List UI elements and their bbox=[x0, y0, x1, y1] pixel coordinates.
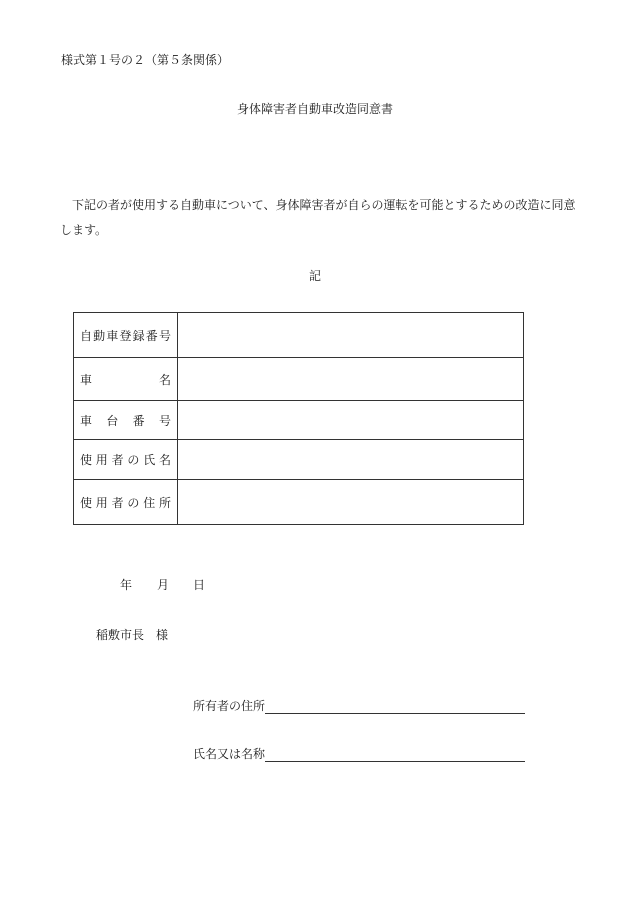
label-char: 番 bbox=[132, 413, 145, 428]
label-char: 号 bbox=[158, 328, 171, 343]
label-char: 車 bbox=[80, 372, 93, 387]
label-char: 号 bbox=[158, 413, 171, 428]
value-chassis-number[interactable] bbox=[178, 401, 524, 440]
ki-heading: 記 bbox=[308, 269, 321, 283]
table-row-chassis-number bbox=[74, 401, 524, 440]
value-user-address[interactable] bbox=[178, 480, 524, 525]
label-user-name bbox=[74, 440, 178, 480]
value-registration-number[interactable] bbox=[178, 313, 524, 358]
owner-address-field[interactable] bbox=[193, 697, 525, 714]
label-text bbox=[80, 371, 171, 388]
label-user-address bbox=[74, 480, 178, 525]
value-user-name[interactable] bbox=[178, 440, 524, 480]
addressee: 稲敷市長 様 bbox=[96, 628, 169, 642]
label-chassis-number bbox=[74, 401, 178, 440]
label-char: 住 bbox=[143, 495, 156, 510]
label-text bbox=[80, 451, 171, 468]
label-char: 動 bbox=[93, 328, 106, 343]
label-char: の bbox=[127, 495, 140, 510]
table-row-registration-number bbox=[74, 313, 524, 358]
consent-statement: 下記の者が使用する自動車について、身体障害者が自らの運転を可能とするための改造に同意します。 bbox=[60, 198, 576, 237]
label-char: 番 bbox=[145, 328, 158, 343]
value-vehicle-name[interactable] bbox=[178, 358, 524, 401]
label-char: の bbox=[127, 453, 140, 467]
table-row-vehicle-name bbox=[74, 358, 524, 401]
label-char: 氏 bbox=[143, 453, 156, 467]
owner-name-field[interactable] bbox=[193, 745, 525, 762]
label-text bbox=[80, 327, 171, 344]
label-char: 者 bbox=[111, 495, 124, 510]
vehicle-info-table bbox=[73, 312, 524, 525]
label-char: 台 bbox=[106, 413, 119, 428]
label-text bbox=[80, 494, 171, 511]
label-char: 名 bbox=[158, 453, 171, 467]
label-char: 所 bbox=[158, 495, 171, 510]
label-char: 使 bbox=[80, 453, 93, 467]
date-year-label: 年 bbox=[120, 578, 133, 592]
owner-address-label: 所有者の住所 bbox=[193, 699, 266, 713]
label-char: 使 bbox=[80, 495, 93, 510]
label-char: 車 bbox=[80, 413, 93, 428]
owner-name-underline[interactable] bbox=[265, 749, 525, 762]
label-char: 車 bbox=[106, 328, 119, 343]
date-month-label: 月 bbox=[157, 578, 170, 592]
form-number: 様式第１号の２（第５条関係） bbox=[61, 53, 230, 67]
label-char: 用 bbox=[95, 495, 108, 510]
document-title: 身体障害者自動車改造同意書 bbox=[236, 102, 393, 116]
label-char: 名 bbox=[158, 372, 171, 387]
table-row-user-address bbox=[74, 480, 524, 525]
label-registration-number bbox=[74, 313, 178, 358]
owner-address-underline[interactable] bbox=[265, 701, 525, 714]
owner-name-label: 氏名又は名称 bbox=[193, 747, 266, 761]
label-char: 者 bbox=[111, 453, 124, 467]
label-text bbox=[80, 412, 171, 429]
label-char: 自 bbox=[80, 328, 93, 343]
label-char: 用 bbox=[95, 453, 108, 467]
label-char: 録 bbox=[132, 328, 145, 343]
label-char: 登 bbox=[119, 328, 132, 343]
date-day-label: 日 bbox=[193, 578, 206, 592]
table-row-user-name bbox=[74, 440, 524, 480]
label-vehicle-name bbox=[74, 358, 178, 401]
